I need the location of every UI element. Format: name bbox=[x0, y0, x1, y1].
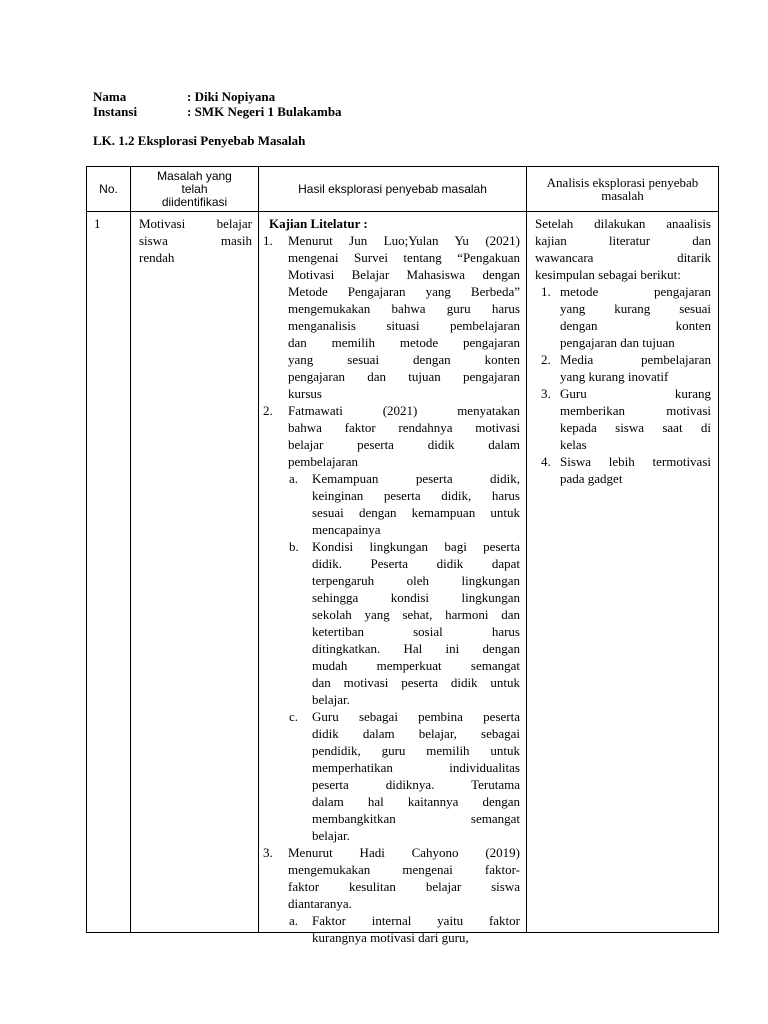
sub-list-item-line: didik dalam belajar, sebagai bbox=[312, 726, 520, 741]
list-item-line: Fatmawati (2021) menyatakan bbox=[288, 403, 520, 418]
list-item bbox=[535, 283, 711, 351]
cell-hasil bbox=[259, 212, 527, 945]
list-item-line: pembelajaran bbox=[288, 454, 359, 469]
row-number: 1 bbox=[94, 216, 101, 231]
list-item-line: pada gadget bbox=[560, 471, 623, 486]
list-item-line: belajar peserta didik dalam bbox=[288, 437, 520, 452]
sub-list-item-letter: a. bbox=[289, 471, 299, 486]
sub-list-item-line: keinginan peserta didik, harus bbox=[312, 488, 520, 503]
list-item bbox=[535, 385, 711, 453]
sub-list-item-line: membangkitkan semangat bbox=[312, 811, 520, 826]
sub-list-item bbox=[263, 538, 520, 708]
sub-list-item-line: ketertiban sosial harus bbox=[312, 624, 520, 639]
list-item-line: mengemukakan bahwa guru harus bbox=[288, 301, 520, 316]
list-item-line: Motivasi Belajar Mahasiswa dengan bbox=[288, 267, 520, 282]
analisis-intro bbox=[535, 215, 711, 283]
masalah-text bbox=[131, 212, 258, 266]
list-item-line: memberikan motivasi bbox=[560, 403, 711, 418]
list-item bbox=[535, 453, 711, 487]
analisis-intro-line: kesimpulan sebagai berikut: bbox=[535, 267, 681, 282]
header-analisis bbox=[527, 167, 719, 212]
kajian-heading: Kajian Litelatur : bbox=[269, 216, 368, 231]
list-item-line: kursus bbox=[288, 386, 322, 401]
header-masalah-line: diidentifikasi bbox=[161, 194, 228, 209]
sub-list-item-line: sesuai dengan kemampuan untuk bbox=[312, 505, 520, 520]
cell-analisis bbox=[527, 212, 719, 933]
header-masalah bbox=[131, 167, 259, 212]
sub-list-item-line: didik. Peserta didik dapat bbox=[312, 556, 520, 571]
header-hasil: Hasil eksplorasi penyebab masalah bbox=[259, 167, 527, 212]
list-item-line: metode pengajaran bbox=[560, 284, 711, 299]
list-item-line: pengajaran dan tujuan pengajaran bbox=[288, 369, 520, 384]
sub-list-item-line: Kemampuan peserta didik, bbox=[312, 471, 520, 486]
cell-no bbox=[87, 212, 131, 933]
list-item-number: 3. bbox=[263, 845, 273, 860]
sub-list-item-line: sekolah yang sehat, harmoni dan bbox=[312, 607, 520, 622]
list-item-line: pengajaran dan tujuan bbox=[560, 335, 675, 350]
sub-list-item bbox=[263, 470, 520, 538]
masalah-line: Motivasi belajar bbox=[139, 216, 252, 231]
sub-list-item-line: kurangnya motivasi dari guru, bbox=[312, 930, 469, 945]
list-item-line: Media pembelajaran bbox=[560, 352, 711, 367]
sub-list-item-line: ditingkatkan. Hal ini dengan bbox=[312, 641, 520, 656]
list-item-line: yang kurang inovatif bbox=[560, 369, 669, 384]
header-masalah-line: Masalah yang bbox=[157, 168, 232, 183]
sub-list-item-line: terpengaruh oleh lingkungan bbox=[312, 573, 520, 588]
instansi-label: Instansi bbox=[93, 104, 138, 119]
header-no: No. bbox=[87, 167, 131, 212]
sub-list-item bbox=[263, 912, 520, 946]
sub-list-item-letter: b. bbox=[289, 539, 299, 554]
sub-list-item-line: Faktor internal yaitu faktor bbox=[312, 913, 520, 928]
list-item bbox=[263, 402, 520, 470]
list-item-number: 1. bbox=[541, 284, 551, 299]
exploration-table bbox=[86, 166, 719, 945]
analisis-intro-line: wawancara ditarik bbox=[535, 250, 711, 265]
sub-list-item-letter: a. bbox=[289, 913, 299, 928]
list-item-line: Guru kurang bbox=[560, 386, 711, 401]
list-item-line: Menurut Hadi Cahyono (2019) bbox=[288, 845, 520, 860]
list-item-line: kelas bbox=[560, 437, 587, 452]
sub-list-item-line: peserta didiknya. Terutama bbox=[312, 777, 520, 792]
hasil-content bbox=[259, 212, 526, 945]
table-row bbox=[87, 212, 719, 933]
sub-list-item-line: dan motivasi peserta didik untuk bbox=[312, 675, 520, 690]
list-item-line: yang kurang sesuai bbox=[560, 301, 711, 316]
header-masalah-line: telah bbox=[181, 181, 208, 196]
analisis-intro-line: kajian literatur dan bbox=[535, 233, 711, 248]
document-title: LK. 1.2 Eksplorasi Penyebab Masalah bbox=[93, 133, 306, 148]
sub-list-item-line: pendidik, guru memilih untuk bbox=[312, 743, 520, 758]
sub-list-item-line: Kondisi lingkungan bagi peserta bbox=[312, 539, 520, 554]
sub-list-item-line: belajar. bbox=[312, 692, 350, 707]
sub-list-item-line: Guru sebagai pembina peserta bbox=[312, 709, 520, 724]
list-item-line: menganalisis situasi pembelajaran bbox=[288, 318, 520, 333]
table-header-row bbox=[87, 167, 719, 212]
list-item-line: bahwa faktor rendahnya motivasi bbox=[288, 420, 520, 435]
sub-list-item-line: memperhatikan individualitas bbox=[312, 760, 520, 775]
sub-list-item-line: mudah memperkuat semangat bbox=[312, 658, 520, 673]
list-item-line: Siswa lebih termotivasi bbox=[560, 454, 711, 469]
list-item bbox=[263, 232, 520, 402]
sub-list-item-line: sehingga kondisi lingkungan bbox=[312, 590, 520, 605]
sub-list-item-line: dalam hal kaitannya dengan bbox=[312, 794, 520, 809]
list-item-number: 3. bbox=[541, 386, 551, 401]
header-analisis-line: masalah bbox=[601, 188, 644, 203]
cell-masalah bbox=[131, 212, 259, 933]
list-item bbox=[263, 844, 520, 912]
list-item-line: dan memilih metode pengajaran bbox=[288, 335, 520, 350]
list-item-line: faktor kesulitan belajar siswa bbox=[288, 879, 520, 894]
list-item-line: dengan konten bbox=[560, 318, 711, 333]
list-item-line: Menurut Jun Luo;Yulan Yu (2021) bbox=[288, 233, 520, 248]
list-item-line: Metode Pengajaran yang Berbeda” bbox=[288, 284, 520, 299]
sub-list-item-letter: c. bbox=[289, 709, 299, 724]
nama-value: : Diki Nopiyana bbox=[187, 89, 276, 104]
list-item bbox=[535, 351, 711, 385]
list-item-number: 1. bbox=[263, 233, 273, 248]
masalah-line: siswa masih bbox=[139, 233, 252, 248]
list-item-number: 4. bbox=[541, 454, 551, 469]
list-item-number: 2. bbox=[541, 352, 551, 367]
instansi-value: : SMK Negeri 1 Bulakamba bbox=[187, 104, 342, 119]
sub-list-item-line: mencapainya bbox=[312, 522, 381, 537]
analisis-intro-line: Setelah dilakukan anaalisis bbox=[535, 216, 711, 231]
sub-list-item-line: belajar. bbox=[312, 828, 350, 843]
list-item-line: mengenai Survei tentang “Pengakuan bbox=[288, 250, 520, 265]
nama-label: Nama bbox=[93, 89, 127, 104]
list-item-number: 2. bbox=[263, 403, 273, 418]
sub-list-item bbox=[263, 708, 520, 844]
list-item-line: mengemukakan mengenai faktor- bbox=[288, 862, 520, 877]
analisis-content bbox=[527, 212, 718, 487]
list-item-line: diantaranya. bbox=[288, 896, 352, 911]
list-item-line: kepada siswa saat di bbox=[560, 420, 711, 435]
masalah-line: rendah bbox=[139, 250, 175, 265]
header-analisis-line: Analisis eksplorasi penyebab bbox=[546, 175, 699, 190]
list-item-line: yang sesuai dengan konten bbox=[288, 352, 520, 367]
